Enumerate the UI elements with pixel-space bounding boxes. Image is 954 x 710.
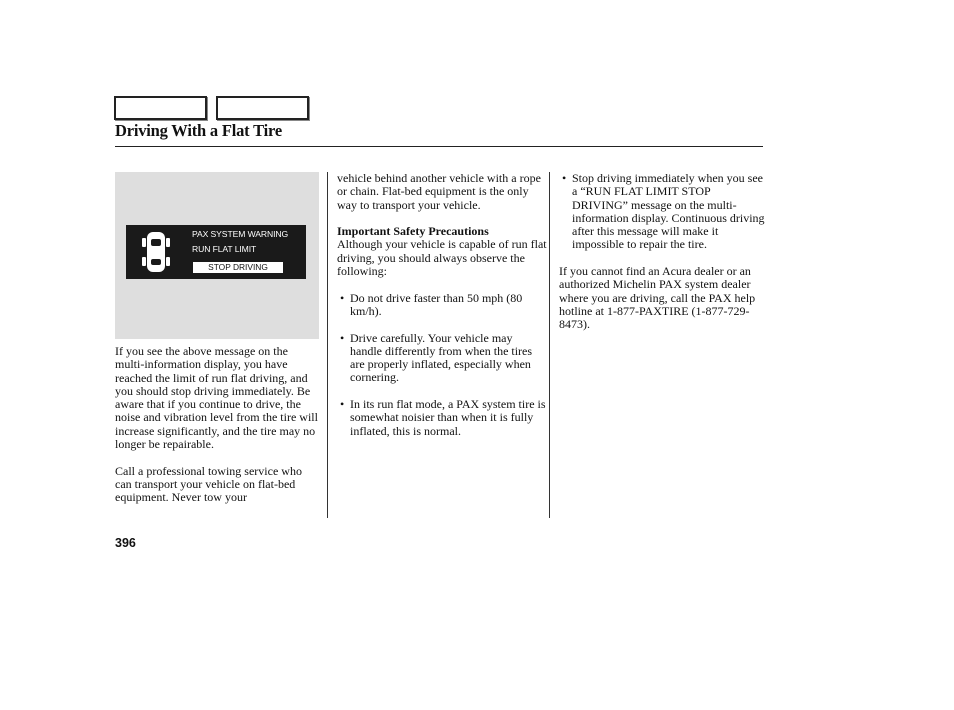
bullet-icon: • — [562, 171, 567, 185]
safety-section — [337, 225, 547, 278]
title-divider — [115, 146, 763, 147]
paragraph: Call a professional towing service who can transport your vehicle on flat-bed equipment. Never tow your — [115, 463, 302, 505]
multi-information-display — [126, 225, 306, 279]
column-divider-1 — [327, 172, 328, 518]
bullet-icon: • — [340, 397, 345, 412]
text-column-2 — [337, 172, 547, 451]
display-line-warning: PAX SYSTEM WARNING — [192, 229, 289, 239]
bullet-list — [337, 292, 547, 438]
page-title: Driving With a Flat Tire — [115, 121, 282, 140]
list-item-text: In its run flat mode, a PAX system tire is somewhat noisier than when it is fully inflated, this is normal. — [350, 397, 546, 438]
display-stop-label: STOP DRIVING — [193, 262, 283, 273]
paragraph: vehicle behind another vehicle with a rope or chain. Flat-bed equipment is the only way to transport your vehicle. — [337, 171, 541, 212]
paragraph: Although your vehicle is capable of run flat driving, you should always observe the following: — [337, 237, 547, 279]
column-divider-2 — [549, 172, 550, 518]
warning-figure — [115, 172, 319, 339]
header-tab-box-2 — [216, 96, 309, 120]
list-item — [337, 398, 547, 438]
page-number: 396 — [115, 536, 136, 550]
section-heading: Important Safety Precautions — [337, 224, 489, 239]
text-column-3 — [559, 172, 765, 345]
header-tab-box-1 — [114, 96, 207, 120]
list-item — [337, 332, 547, 385]
paragraph: If you cannot find an Acura dealer or an authorized Michelin PAX system dealer where you are driving, call the PAX help hotline at 1-877-PAXTIRE (1-877-729-8473). — [559, 264, 756, 332]
list-item — [559, 172, 765, 252]
list-item-text: Do not drive faster than 50 mph (80 km/h). — [350, 290, 523, 318]
list-item — [337, 292, 547, 319]
bullet-list — [559, 172, 765, 252]
display-line-run-flat: RUN FLAT LIMIT — [192, 244, 257, 254]
list-item-text: Drive carefully. Your vehicle may handle differently from when the tires are properly inflated, especially when cornering. — [350, 330, 533, 385]
text-column-1 — [115, 345, 320, 505]
list-item-text: Stop driving immediately when you see a “RUN FLAT LIMIT STOP DRIVING” message on the multi-information display. Continuous driving after this message will make it impossible to repair the tire. — [572, 171, 765, 252]
car-top-view-icon — [134, 228, 178, 276]
bullet-icon: • — [340, 330, 345, 345]
paragraph: If you see the above message on the multi-information display, you have reached the limit of run flat driving, and you should stop driving immediately. Be aware that if you continue to drive, the noise and vibration level from the tire will increase significantly, and the tire may no longer be repairable. — [115, 344, 318, 452]
bullet-icon: • — [340, 290, 345, 305]
